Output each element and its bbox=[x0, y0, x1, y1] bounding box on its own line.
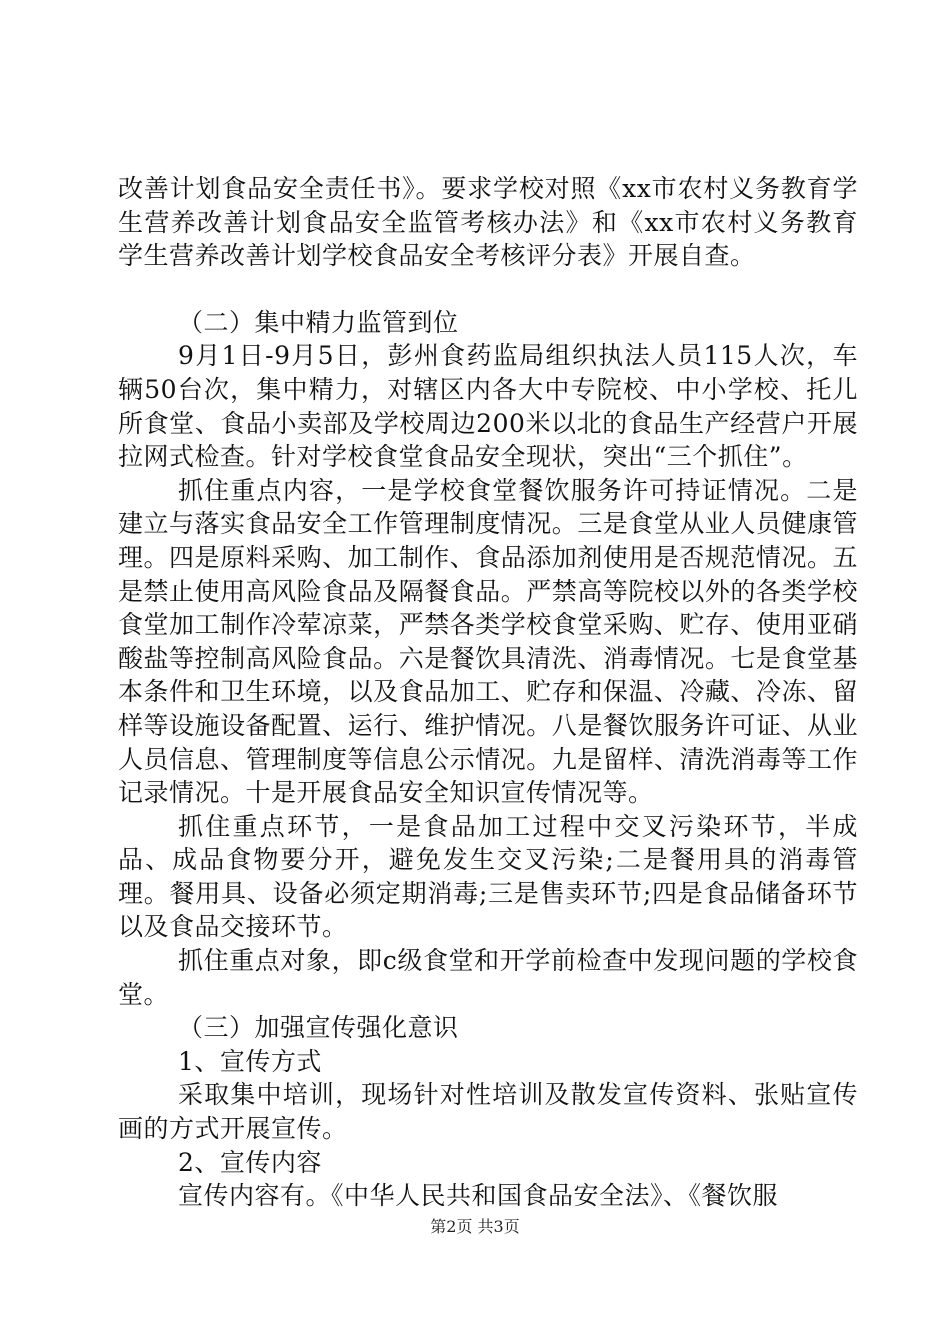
section-heading-3: （三）加强宣传强化意识 bbox=[178, 1013, 459, 1043]
subheading-content: 2、宣传内容 bbox=[178, 1147, 322, 1177]
paragraph-content: 宣传内容有。《中华人民共和国食品安全法》、《餐饮服 bbox=[178, 1181, 779, 1211]
page-number-footer: 第2页 共3页 bbox=[430, 1217, 520, 1236]
paragraph-key-links: 抓住重点环节，一是食品加工过程中交叉污染环节，半成品、成品食物要分开，避免发生交叉污染;二是餐用具的消毒管理。餐用具、设备必须定期消毒;三是售卖环节;四是食品储备环节以及食品交接环节。 bbox=[118, 811, 858, 942]
section-heading-2: （二）集中精力监管到位 bbox=[178, 307, 459, 337]
paragraph-key-content: 抓住重点内容，一是学校食堂餐饮服务许可持证情况。二是建立与落实食品安全工作管理制度情况。三是食堂从业人员健康管理。四是原料采购、加工制作、食品添加剂使用是否规范情况。五是禁止使用高风险食品及隔餐食品。严禁高等院校以外的各类学校食堂加工制作冷荤凉菜，严禁各类学校食堂采购、贮存、使用亚硝酸盐等控制高风险食品。六是餐饮具清洗、消毒情况。七是食堂基本条件和卫生环境，以及食品加工、贮存和保温、冷藏、冷冻、留样等设施设备配置、运行、维护情况。八是餐饮服务许可证、从业人员信息、管理制度等信息公示情况。九是留样、清洗消毒等工作记录情况。十是开展食品安全知识宣传情况等。 bbox=[118, 475, 858, 808]
paragraph-key-targets: 抓住重点对象，即c级食堂和开学前检查中发现问题的学校食堂。 bbox=[118, 946, 858, 1009]
paragraph-continuation: 改善计划食品安全责任书》。要求学校对照《xx市农村义务教育学生营养改善计划食品安全监管考核办法》和《xx市农村义务教育学生营养改善计划学校食品安全考核评分表》开展自查。 bbox=[118, 174, 858, 271]
paragraph-method: 采取集中培训，现场针对性培训及散发宣传资料、张贴宣传画的方式开展宣传。 bbox=[118, 1080, 858, 1144]
subheading-method: 1、宣传方式 bbox=[178, 1046, 322, 1076]
paragraph-inspection: 9月1日-9月5日，彭州食药监局组织执法人员115人次，车辆50台次，集中精力，对辖区内各大中专院校、中小学校、托儿所食堂、食品小卖部及学校周边200米以北的食品生产经营户开展拉网式检查。针对学校食堂食品安全现状，突出“三个抓住”。 bbox=[118, 341, 858, 472]
document-body bbox=[118, 172, 858, 1213]
